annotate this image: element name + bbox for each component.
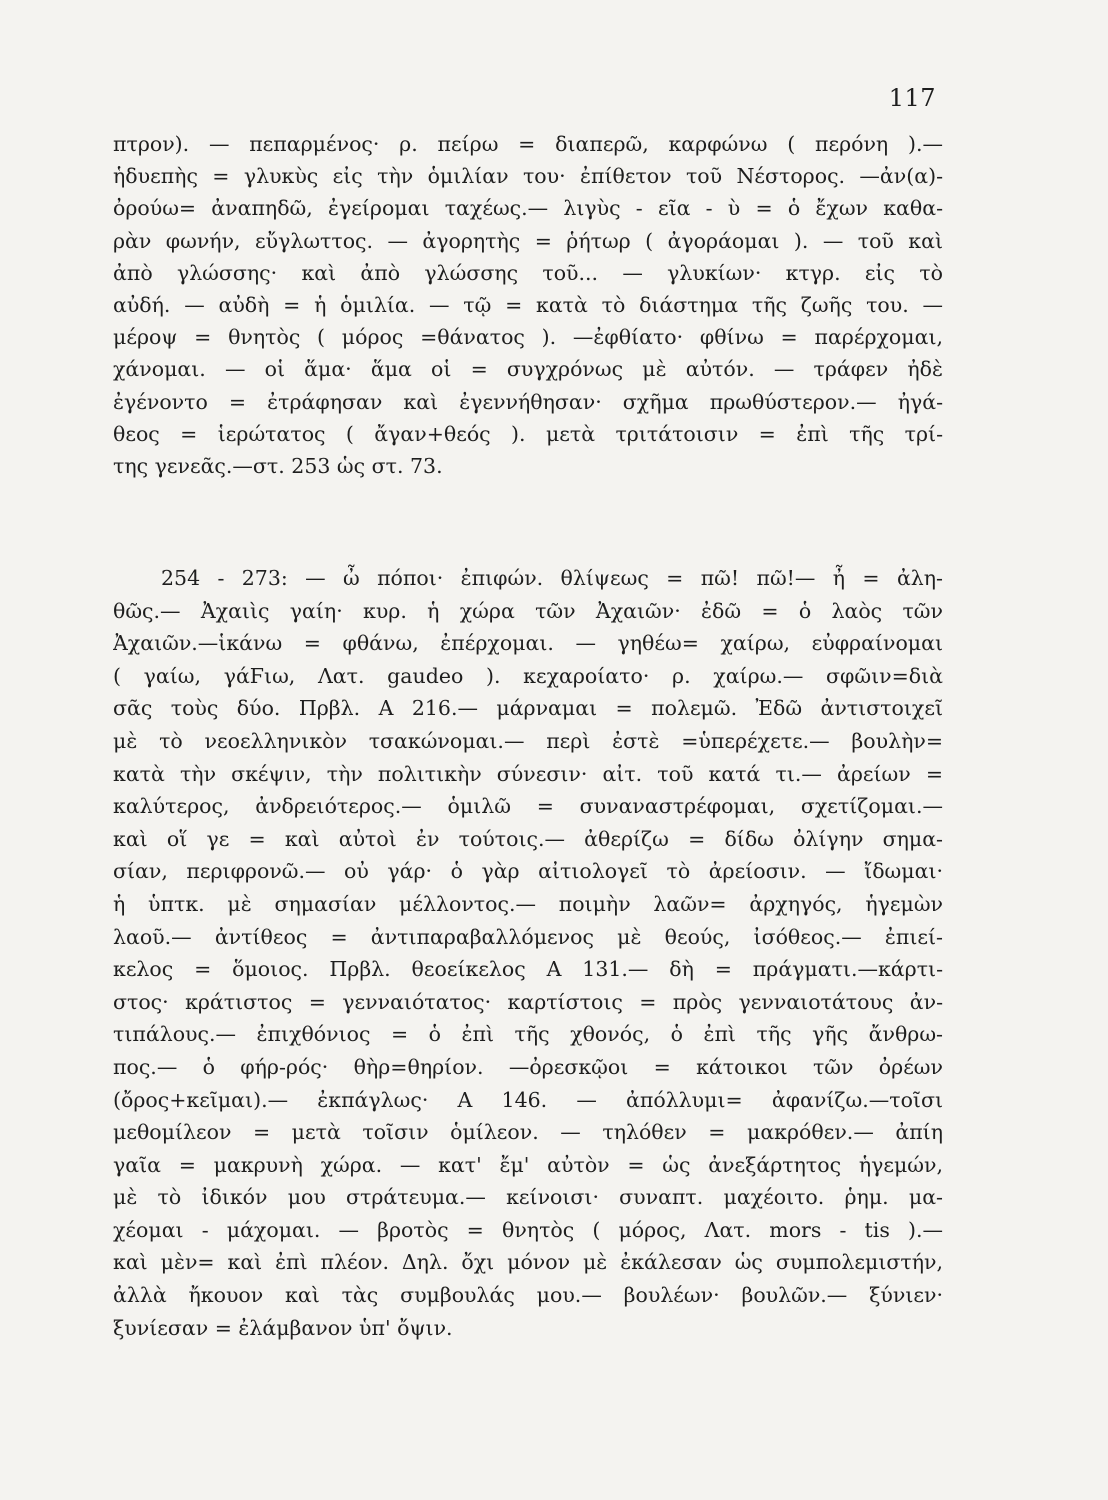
text-line: καλύτερος, ἀνδρειότερος.— ὁμιλῶ = συναναστρέφομαι, σχετίζομαι.— [113,794,943,819]
page-number: 117 [888,84,936,112]
text-line: ἡδυεπὴς = γλυκὺς εἰς τὴν ὁμιλίαν του· ἐπίθετον τοῦ Νέστορος. —ἀν(α)- [113,164,943,189]
text-line: καὶ μὲν= καὶ ἐπὶ πλέον. Δηλ. ὄχι μόνον μὲ ἐκάλεσαν ὡς συμπολεμιστήν, [113,1250,943,1275]
text-line: μέροψ = θνητὸς ( μόρος =θάνατος ). —ἐφθίατο· φθίνω = παρέρχομαι, [113,325,943,350]
text-line: αὐδή. — αὐδὴ = ἡ ὁμιλία. — τῷ = κατὰ τὸ διάστημα τῆς ζωῆς του. — [113,292,943,317]
text-line: κελος = ὅμοιος. Πρβλ. θεοείκελος Α 131.— δὴ = πράγματι.—κάρτι- [113,957,943,982]
text-line: στος· κράτιστος = γενναιότατος· καρτίστοις = πρὸς γενναιοτάτους ἀν- [113,989,943,1014]
text-line: ξυνίεσαν = ἐλάμβανον ὑπ' ὄψιν. [113,1315,453,1340]
text-line: χάνομαι. — οἱ ἅμα· ἅμα οἱ = συγχρόνως μὲ αὐτόν. — τράφεν ἠδὲ [113,357,943,382]
text-line: μὲ τὸ ἰδικόν μου στράτευμα.— κείνοισι· συναπτ. μαχέοιτο. ῥημ. μα- [113,1185,943,1210]
text-line: τιπάλους.— ἐπιχθόνιος = ὁ ἐπὶ τῆς χθονός, ὁ ἐπὶ τῆς γῆς ἄνθρω- [113,1022,943,1047]
text-line: πος.— ὁ φήρ-ρός· θὴρ=θηρίον. —ὀρεσκῷοι = κάτοικοι τῶν ὀρέων [113,1054,943,1079]
text-line: θῶς.— Ἀχαιὶς γαίη· κυρ. ἡ χώρα τῶν Ἀχαιῶν· ἐδῶ = ὁ λαὸς τῶν [113,598,943,623]
text-line: ὀρούω= ἀναπηδῶ, ἐγείρομαι ταχέως.— λιγὺς - εῖα - ὺ = ὁ ἔχων καθα- [113,196,943,221]
text-line: 254 - 273: — ὦ πόποι· ἐπιφών. θλίψεως = πῶ! πῶ!— ἦ = ἀλη- [161,566,943,590]
text-line: Ἀχαιῶν.—ἱκάνω = φθάνω, ἐπέρχομαι. — γηθέω= χαίρω, εὐφραίνομαι [113,631,943,656]
paragraph-commentary-1 [113,128,943,482]
text-line: ἀπὸ γλώσσης· καὶ ἀπὸ γλώσσης τοῦ... — γλυκίων· κτγρ. εἰς τὸ [113,260,943,285]
text-line: ἡ ὑπτκ. μὲ σημασίαν μέλλοντος.— ποιμὴν λαῶν= ἀρχηγός, ἡγεμὼν [113,891,943,916]
text-line: της γενεᾶς.—στ. 253 ὡς στ. 73. [113,453,443,478]
text-line: σίαν, περιφρονῶ.— οὐ γάρ· ὁ γὰρ αἰτιολογεῖ τὸ ἀρείοσιν. — ἴδωμαι· [113,859,943,884]
text-line: καὶ οἵ γε = καὶ αὐτοὶ ἐν τούτοις.— ἀθερίζω = δίδω ὀλίγην σημα- [113,826,943,851]
text-line: γαῖα = μακρυνὴ χώρα. — κατ' ἔμ' αὐτὸν = ὡς ἀνεξάρτητος ἡγεμών, [113,1152,943,1177]
text-line: θεος = ἱερώτατος ( ἄγαν+θεός ). μετὰ τριτάτοισιν = ἐπὶ τῆς τρί- [113,421,943,446]
text-line: ( γαίω, γάϜιω, Λατ. gaudeo ). κεχαροίατο· ρ. χαίρω.— σφῶιν=διὰ [113,663,943,688]
text-line: μὲ τὸ νεοελληνικὸν τσακώνομαι.— περὶ ἐστὲ =ὑπερέχετε.— βουλὴν= [113,728,943,753]
text-line: σᾶς τοὺς δύο. Πρβλ. Α 216.— μάρναμαι = πολεμῶ. Ἐδῶ ἀντιστοιχεῖ [113,696,943,721]
paragraph-commentary-2 [113,562,943,1344]
text-line: ρὰν φωνήν, εὔγλωττος. — ἀγορητὴς = ῥήτωρ ( ἀγοράομαι ). — τοῦ καὶ [113,228,943,253]
text-line: ἐγένοντο = ἐτράφησαν καὶ ἐγεννήθησαν· σχῆμα πρωθύστερον.— ἠγά- [113,389,943,414]
text-line: χέομαι - μάχομαι. — βροτὸς = θνητὸς ( μόρος, Λατ. mors - tis ).— [113,1217,943,1242]
text-line: ἀλλὰ ἤκουον καὶ τὰς συμβουλάς μου.— βουλέων· βουλῶν.— ξύνιεν· [113,1283,943,1308]
text-line: (ὄρος+κεῖμαι).— ἐκπάγλως· Α 146. — ἀπόλλυμι= ἀφανίζω.—τοῖσι [113,1087,943,1112]
text-line: λαοῦ.— ἀντίθεος = ἀντιπαραβαλλόμενος μὲ θεούς, ἰσόθεος.— ἐπιεί- [113,924,943,949]
text-line: πτρον). — πεπαρμένος· ρ. πείρω = διαπερῶ, καρφώνω ( περόνη ).— [113,132,943,156]
text-line: κατὰ τὴν σκέψιν, τὴν πολιτικὴν σύνεσιν· αἰτ. τοῦ κατά τι.— ἀρείων = [113,761,943,786]
text-line: μεθομίλεον = μετὰ τοῖσιν ὁμίλεον. — τηλόθεν = μακρόθεν.— ἀπίη [113,1120,943,1145]
